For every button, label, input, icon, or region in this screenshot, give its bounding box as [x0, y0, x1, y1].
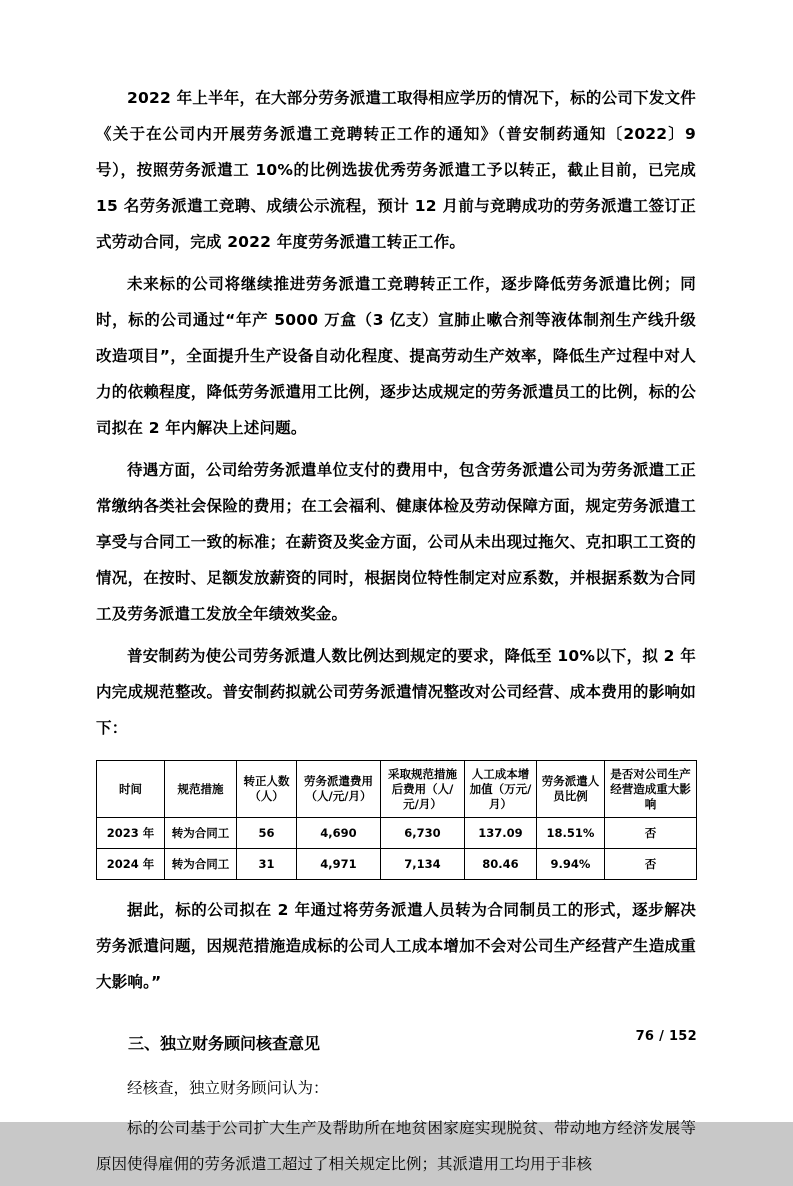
paragraph-2: 未来标的公司将继续推进劳务派遣工竞聘转正工作，逐步降低劳务派遣比例；同时，标的公司通过“年产 5000 万盒（3 亿支）宣肺止嗽合剂等液体制剂生产线升级改造项目”，全面提升生产设备自动化程度、提高劳动生产效率，降低生产过程中对人力的依赖程度，降低劳务派遣用工比例，逐步达成规定的劳务派遣员工的比例，标的公司拟在 2 年内解决上述问题。 [96, 275, 696, 437]
table-cell-measure: 转为合同工 [165, 818, 237, 849]
table-header-cell: 转正人数（人） [237, 761, 297, 818]
paragraph-1: 2022 年上半年，在大部分劳务派遣工取得相应学历的情况下，标的公司下发文件《关于在公司内开展劳务派遣工竞聘转正工作的通知》（普安制药通知〔2022〕9 号），按照劳务派遣工 10%的比例选拔优秀劳务派遣工予以转正，截止目前，已完成 15 名劳务派遣工竞聘、成绩公示流程，预计 12 月前与竞聘成功的劳务派遣工签订正式劳动合同，完成 2022 年度劳务派遣工转正工作。 [96, 89, 696, 251]
table-header-cell: 是否对公司生产经营造成重大影响 [605, 761, 697, 818]
table-header-cell: 人工成本增加值（万元/月） [465, 761, 537, 818]
paragraph-3: 待遇方面，公司给劳务派遣单位支付的费用中，包含劳务派遣公司为劳务派遣工正常缴纳各类社会保险的费用；在工会福利、健康体检及劳动保障方面，规定劳务派遣工享受与合同工一致的标准；在薪资及奖金方面，公司从未出现过拖欠、克扣职工工资的情况，在按时、足额发放薪资的同时，根据岗位特性制定对应系数，并根据系数为合同工及劳务派遣工发放全年绩效奖金。 [96, 461, 696, 623]
page-number: 76 / 152 [635, 1029, 697, 1044]
table-cell-measure: 转为合同工 [165, 849, 237, 880]
table-row [97, 849, 697, 880]
plain-paragraph-1: 经核查，独立财务顾问认为： [127, 1079, 329, 1097]
table-cell-ratio: 9.94% [537, 849, 605, 880]
table-header-cell: 时间 [97, 761, 165, 818]
plain-paragraph-2: 标的公司基于公司扩大生产及帮助所在地贫困家庭实现脱贫、带动地方经济发展等原因使得雇佣的劳务派遣工超过了相关规定比例；其派遣用工均用于非核 [96, 1119, 696, 1173]
impact-table [96, 760, 697, 880]
page-content [96, 80, 696, 1186]
table-cell-post-fee: 6,730 [381, 818, 465, 849]
table-header-cell: 采取规范措施后费用（人/元/月） [381, 761, 465, 818]
table-cell-labor-increase: 137.09 [465, 818, 537, 849]
table-cell-post-fee: 7,134 [381, 849, 465, 880]
table-cell-impact: 否 [605, 818, 697, 849]
table-header-cell: 劳务派遣费用（人/元/月） [297, 761, 381, 818]
table-cell-dispatch-fee: 4,690 [297, 818, 381, 849]
table-cell-count: 31 [237, 849, 297, 880]
table-cell-impact: 否 [605, 849, 697, 880]
table-cell-labor-increase: 80.46 [465, 849, 537, 880]
table-cell-dispatch-fee: 4,971 [297, 849, 381, 880]
table-header-row [97, 761, 697, 818]
paragraph-after-table: 据此，标的公司拟在 2 年通过将劳务派遣人员转为合同制员工的形式，逐步解决劳务派遣问题，因规范措施造成标的公司人工成本增加不会对公司生产经营产生造成重大影响。” [96, 901, 696, 991]
table-header-cell: 劳务派遣人员比例 [537, 761, 605, 818]
section-heading: 三、独立财务顾问核查意见 [128, 1034, 321, 1053]
table-header-cell: 规范措施 [165, 761, 237, 818]
table-cell-count: 56 [237, 818, 297, 849]
table-cell-ratio: 18.51% [537, 818, 605, 849]
table-row [97, 818, 697, 849]
table-cell-time: 2023 年 [97, 818, 165, 849]
table-cell-time: 2024 年 [97, 849, 165, 880]
paragraph-4: 普安制药为使公司劳务派遣人数比例达到规定的要求，降低至 10%以下，拟 2 年内完成规范整改。普安制药拟就公司劳务派遣情况整改对公司经营、成本费用的影响如下： [96, 647, 696, 737]
